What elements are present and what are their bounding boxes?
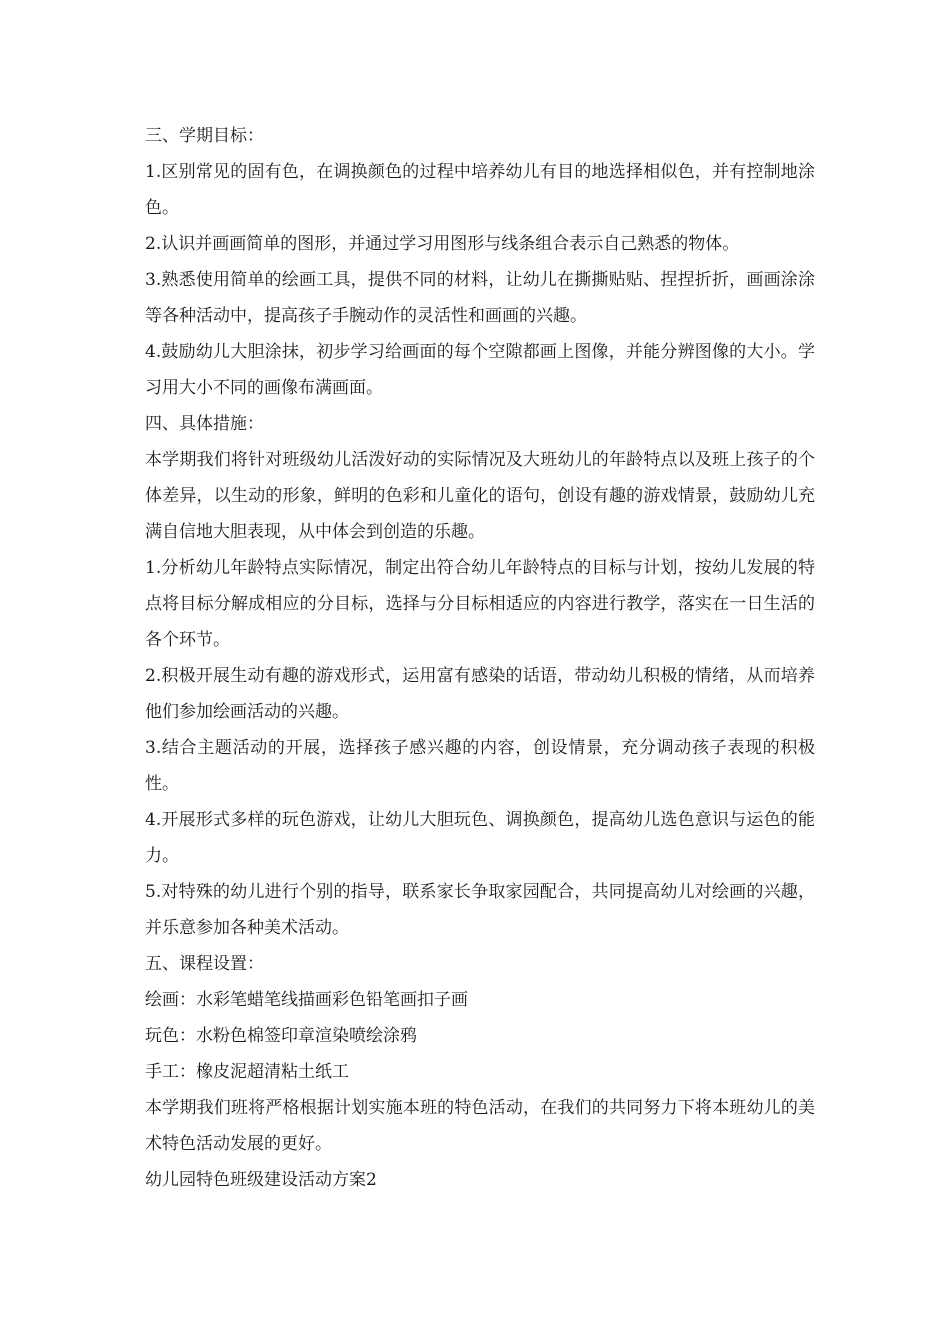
measure-item-2: 2.积极开展生动有趣的游戏形式，运用富有感染的话语，带动幼儿积极的情绪，从而培养他们参加绘画活动的兴趣。: [145, 666, 815, 722]
section-heading-measures: 四、具体措施：: [145, 414, 264, 434]
measure-item-3: 3.结合主题活动的开展，选择孩子感兴趣的内容，创设情景，充分调动孩子表现的积极性。: [145, 738, 815, 794]
curriculum-color-play: 玩色：水粉色棉签印章渲染喷绘涂鸦: [145, 1026, 417, 1046]
curriculum-painting: 绘画：水彩笔蜡笔线描画彩色铅笔画扣子画: [145, 990, 468, 1010]
measures-intro: 本学期我们将针对班级幼儿活泼好动的实际情况及大班幼儿的年龄特点以及班上孩子的个体差异，以生动的形象，鲜明的色彩和儿童化的语句，创设有趣的游戏情景，鼓励幼儿充满自信地大胆表现，从中体会到创造的乐趣。: [145, 450, 815, 542]
section-heading-goals: 三、学期目标：: [145, 126, 264, 146]
goal-item-2: 2.认识并画画简单的图形，并通过学习用图形与线条组合表示自己熟悉的物体。: [145, 234, 740, 254]
goal-item-3: 3.熟悉使用简单的绘画工具，提供不同的材料，让幼儿在撕撕贴贴、捏捏折折，画画涂涂等各种活动中，提高孩子手腕动作的灵活性和画画的兴趣。: [145, 270, 815, 326]
goal-item-4: 4.鼓励幼儿大胆涂抹，初步学习给画面的每个空隙都画上图像，并能分辨图像的大小。学习用大小不同的画像布满画面。: [145, 342, 815, 398]
measure-item-4: 4.开展形式多样的玩色游戏，让幼儿大胆玩色、调换颜色，提高幼儿选色意识与运色的能力。: [145, 810, 815, 866]
document-body: [145, 118, 815, 1198]
measure-item-5: 5.对特殊的幼儿进行个别的指导，联系家长争取家园配合，共同提高幼儿对绘画的兴趣，并乐意参加各种美术活动。: [145, 882, 815, 938]
section-heading-curriculum: 五、课程设置：: [145, 954, 264, 974]
closing-paragraph: 本学期我们班将严格根据计划实施本班的特色活动，在我们的共同努力下将本班幼儿的美术特色活动发展的更好。: [145, 1098, 815, 1154]
curriculum-handcraft: 手工：橡皮泥超清粘土纸工: [145, 1062, 349, 1082]
goal-item-1: 1.区别常见的固有色，在调换颜色的过程中培养幼儿有目的地选择相似色，并有控制地涂色。: [145, 162, 815, 218]
next-plan-title: 幼儿园特色班级建设活动方案2: [145, 1170, 377, 1190]
measure-item-1: 1.分析幼儿年龄特点实际情况，制定出符合幼儿年龄特点的目标与计划，按幼儿发展的特点将目标分解成相应的分目标，选择与分目标相适应的内容进行教学，落实在一日生活的各个环节。: [145, 558, 815, 650]
